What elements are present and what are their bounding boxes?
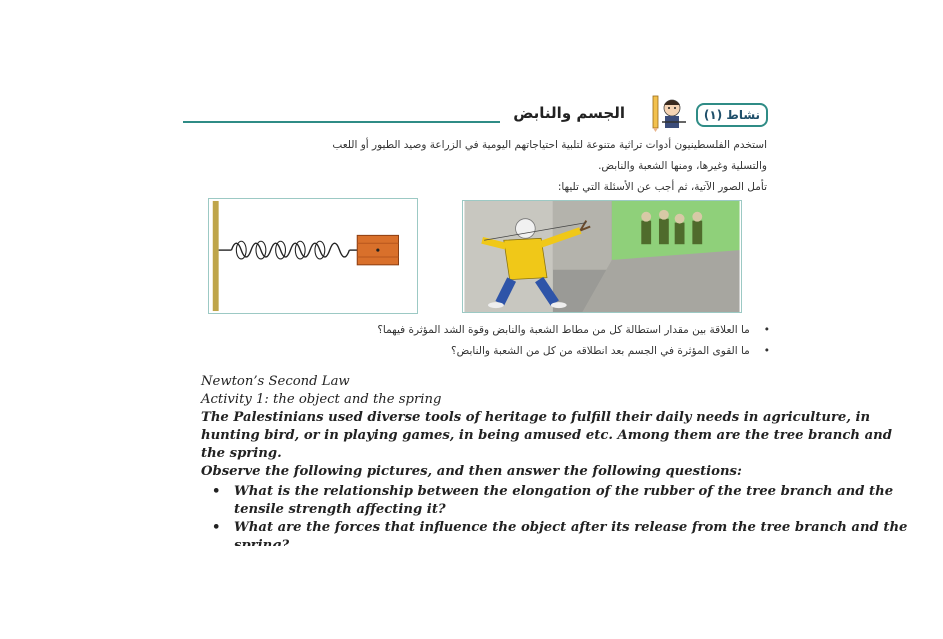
bullet-icon: • [212,484,221,499]
english-activity: Activity 1: the object and the spring [201,392,442,407]
crop-edge [180,546,820,558]
english-question-2-line-1: What are the forces that influence the object after its release from the tree branch and the [234,520,908,535]
slingshot-image [462,200,742,313]
bullet-icon: • [212,520,221,535]
bullet-icon: • [763,345,770,357]
english-title: Newton’s Second Law [201,374,350,389]
english-paragraph-line-3: the spring. [201,446,282,461]
activity-badge: نشاط (١) [696,103,768,127]
english-paragraph-line-2: hunting bird, or in playing games, in being amused etc. Among them are the tree branch and [201,428,892,443]
arabic-question-1 [250,324,770,336]
header-rule [183,121,500,123]
english-paragraph-line-1: The Palestinians used diverse tools of heritage to fulfill their daily needs in agriculture, in [201,410,871,425]
activity-title-arabic: الجسم والنابض [513,104,625,122]
english-question-1-line-1: What is the relationship between the elongation of the rubber of the tree branch and the [234,484,894,499]
spring-image [208,198,418,314]
arabic-question-2 [250,345,770,357]
arabic-paragraph-line-2: والتسلية وغيرها، ومنها الشعبة والنابض. [598,160,767,172]
boy-with-pencil-icon [642,92,702,132]
arabic-question-2-text: ما القوى المؤثرة في الجسم بعد انطلاقه من كل من الشعبة والنابض؟ [451,345,750,357]
english-question-2 [212,519,907,537]
arabic-question-1-text: ما العلاقة بين مقدار استطالة كل من مطاط الشعبة والنابض وقوة الشد المؤثرة فيهما؟ [377,324,750,336]
arabic-instruction: تأمل الصور الآتية، ثم أجب عن الأسئلة التي تليها: [557,181,767,193]
english-question-1-line-2: tensile strength affecting it? [234,502,446,517]
english-instruction: Observe the following pictures, and then answer the following questions: [201,464,742,479]
bullet-icon: • [763,324,770,336]
english-question-1 [212,483,893,501]
arabic-paragraph-line-1: استخدم الفلسطينيون أدوات تراثية متنوعة لتلبية احتياجاتهم اليومية في الزراعة وصيد الطيور أو اللعب [332,139,767,151]
